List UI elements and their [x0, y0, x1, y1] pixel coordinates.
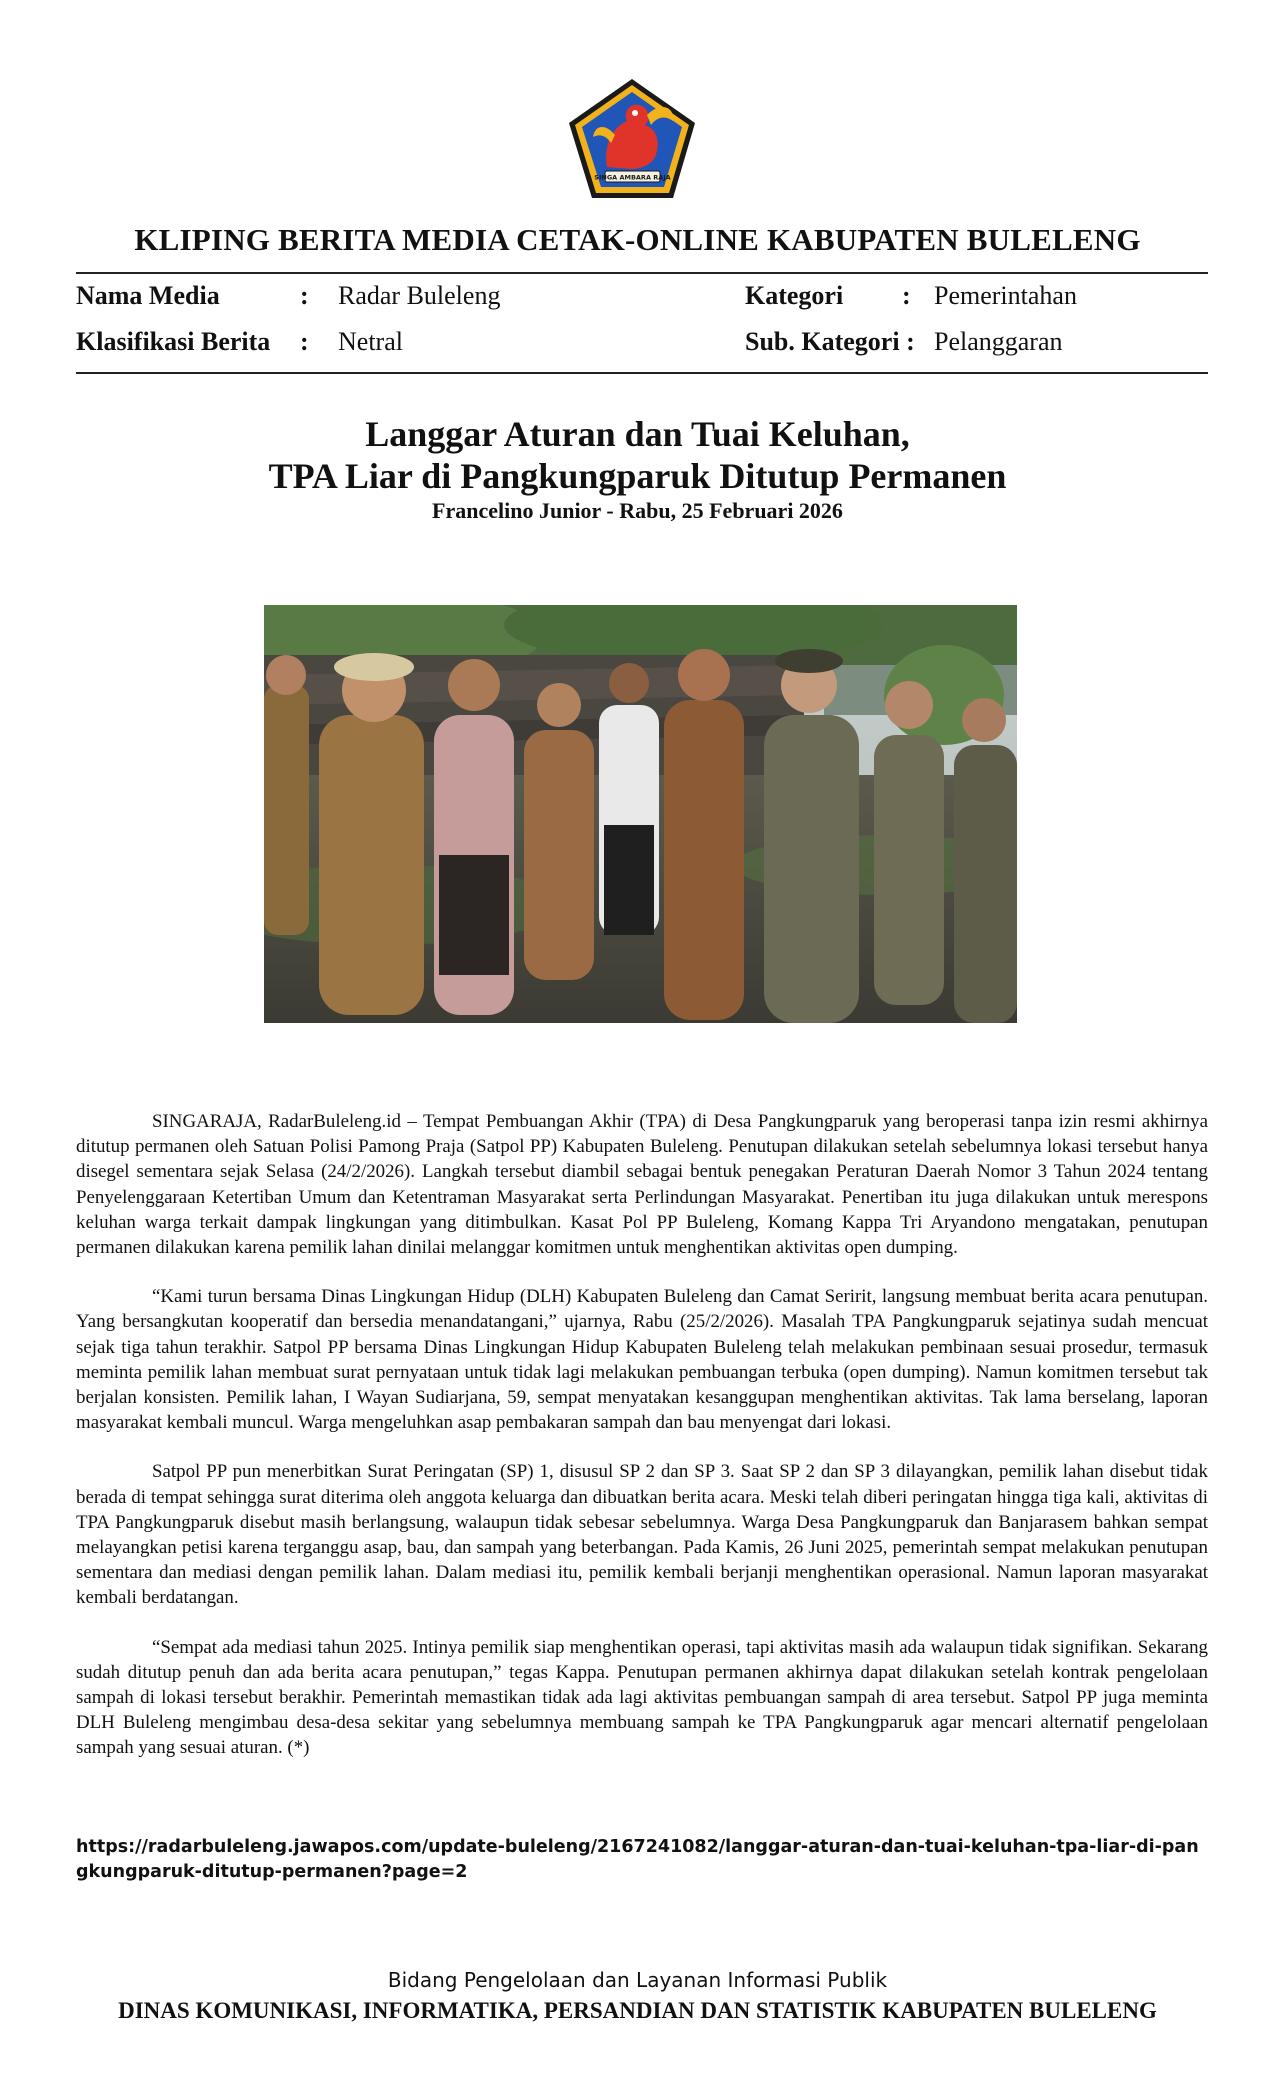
regency-emblem-icon	[565, 75, 700, 202]
klasifikasi-label: Klasifikasi Berita	[76, 327, 271, 356]
footer-agency: DINAS KOMUNIKASI, INFORMATIKA, PERSANDIAN DAN STATISTIK KABUPATEN BULELENG	[118, 1998, 1157, 2023]
sub-kategori-value: Pelanggaran	[934, 327, 1063, 356]
klasifikasi-value: Netral	[338, 327, 403, 356]
article-paragraph: SINGARAJA, RadarBuleleng.id – Tempat Pembuangan Akhir (TPA) di Desa Pangkungparuk yang beroperasi tanpa izin resmi akhirnya ditutup permanen oleh Satuan Polisi Pamong Praja (Satpol PP) Kabupaten Buleleng. Penutupan dilakukan setelah sebelumnya lokasi tersebut hanya disegel sementara sejak Selasa (24/2/2026). Langkah tersebut diambil sebagai bentuk penegakan Peraturan Daerah Nomor 3 Tahun 2024 tentang Penyelenggaraan Ketertiban Umum dan Ketentraman Masyarakat serta Perlindungan Masyarakat. Penertiban itu juga dilakukan untuk merespons keluhan warga terkait dampak lingkungan yang ditimbulkan. Kasat Pol PP Buleleng, Komang Kappa Tri Aryandono mengatakan, penutupan permanen dilakukan karena pemilik lahan dinilai melanggar komitmen untuk menghentikan aktivitas open dumping.	[76, 1111, 1208, 1259]
kategori-label: Kategori	[745, 281, 844, 310]
article-headline-line2: TPA Liar di Pangkungparuk Ditutup Permanen	[268, 456, 1007, 496]
klasifikasi-colon: :	[300, 327, 309, 356]
article-paragraph: “Kami turun bersama Dinas Lingkungan Hidup (DLH) Kabupaten Buleleng dan Camat Seririt, langsung membuat berita acara penutupan. Yang bersangkutan kooperatif dan bersedia menandatangani,” ujarnya, Rabu (25/2/2026). Masalah TPA Pangkungparuk sejatinya sudah mencuat sejak tiga tahun terakhir. Satpol PP bersama Dinas Lingkungan Hidup Kabupaten Buleleng telah melakukan pembinaan sesuai prosedur, termasuk meminta pemilik lahan membuat surat pernyataan untuk tidak lagi melakukan pembuangan terbuka (open dumping). Namun komitmen tersebut tak berjalan konsisten. Pemilik lahan, I Wayan Sudiarjana, 59, sempat menyatakan kesanggupan menghentikan aktivitas. Tak lama berselang, laporan masyarakat kembali muncul. Warga mengeluhkan asap pembakaran sampah dan bau menyengat dari lokasi.	[76, 1286, 1208, 1434]
article-paragraph: Satpol PP pun menerbitkan Surat Peringatan (SP) 1, disusul SP 2 dan SP 3. Saat SP 2 dan SP 3 dilayangkan, pemilik lahan disebut tidak berada di tempat sehingga surat diterima oleh anggota keluarga dan dibuatkan berita acara. Meski telah diberi peringatan hingga tiga kali, aktivitas di TPA Pangkungparuk disebut masih berlangsung, walaupun tidak sebesar sebelumnya. Warga Desa Pangkungparuk dan Banjarasem bahkan sempat melayangkan petisi karena terganggu asap, bau, dan sampah yang beterbangan. Pada Kamis, 26 Juni 2025, pemerintah sempat melakukan penutupan sementara dan mediasi dengan pemilik lahan. Dalam mediasi itu, pemilik kembali berjanji menghentikan operasional. Namun laporan masyarakat kembali berdatangan.	[76, 1461, 1208, 1609]
header-divider-bottom	[76, 372, 1208, 374]
source-url-link[interactable]: https://radarbuleleng.jawapos.com/update-buleleng/2167241082/langgar-aturan-dan-tuai-keluhan-tpa-liar-di-pangkungparuk-ditutup-permanen?page=2	[76, 1837, 1199, 1882]
nama-media-label: Nama Media	[76, 281, 220, 310]
article-paragraph: “Sempat ada mediasi tahun 2025. Intinya pemilik siap menghentikan operasi, tapi aktivitas masih ada walaupun tidak signifikan. Sekarang sudah ditutup penuh dan ada berita acara penutupan,” tegas Kappa. Penutupan permanen akhirnya dapat dilakukan setelah kontrak pengelolaan sampah di lokasi tersebut berakhir. Pemerintah memastikan tidak ada lagi aktivitas pembuangan sampah di area tersebut. Satpol PP juga meminta DLH Buleleng mengimbau desa-desa sekitar yang sebelumnya membuang sampah ke TPA Pangkungparuk agar mencari alternatif pengelolaan sampah yang sesuai aturan. (*)	[76, 1636, 1208, 1759]
header-divider-top	[76, 272, 1208, 274]
article-photo	[264, 605, 1017, 1023]
page-title: KLIPING BERITA MEDIA CETAK-ONLINE KABUPATEN BULELENG	[134, 222, 1141, 257]
kategori-value: Pemerintahan	[934, 281, 1077, 310]
sub-kategori-label: Sub. Kategori :	[745, 327, 915, 356]
kategori-colon: :	[902, 281, 911, 310]
footer-department: Bidang Pengelolaan dan Layanan Informasi Publik	[387, 1968, 888, 1992]
nama-media-value: Radar Buleleng	[338, 281, 501, 310]
article-headline-line1: Langgar Aturan dan Tuai Keluhan,	[365, 414, 910, 454]
article-body	[76, 1109, 1208, 1785]
nama-media-colon: :	[300, 281, 309, 310]
article-byline: Francelino Junior - Rabu, 25 Februari 2026	[432, 498, 843, 523]
emblem-banner-text: SINGA AMBARA RAJA	[594, 173, 671, 182]
